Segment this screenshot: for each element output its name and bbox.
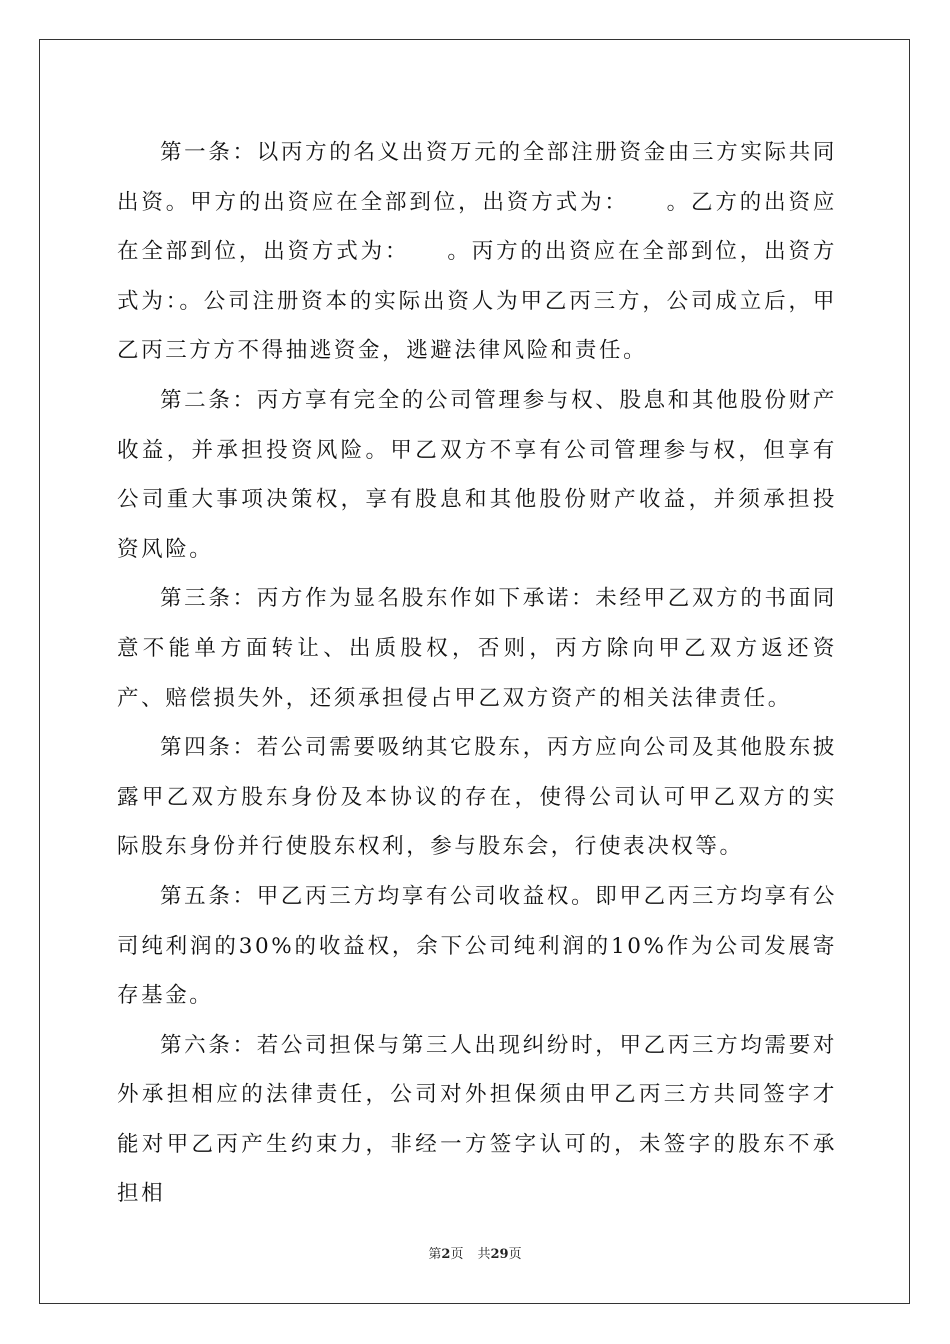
page-number-footer — [0, 1246, 950, 1264]
total-pages-number: 29 — [490, 1247, 509, 1262]
current-page-number: 2 — [441, 1247, 451, 1262]
page-suffix: 页 — [450, 1247, 464, 1262]
page-prefix: 第 — [428, 1247, 442, 1262]
document-body — [117, 128, 837, 1219]
total-prefix: 共 — [477, 1247, 491, 1262]
clause-3-paragraph: 第三条：丙方作为显名股东作如下承诺：未经甲乙双方的书面同意不能单方面转让、出质股权，否则，丙方除向甲乙双方返还资产、赔偿损失外，还须承担侵占甲乙双方资产的相关法律责任。 — [117, 586, 837, 711]
clause-2-paragraph: 第二条：丙方享有完全的公司管理参与权、股息和其他股份财产收益，并承担投资风险。甲乙双方不享有公司管理参与权，但享有公司重大事项决策权，享有股息和其他股份财产收益，并须承担投资风险。 — [117, 387, 837, 562]
clause-5-paragraph: 第五条：甲乙丙三方均享有公司收益权。即甲乙丙三方均享有公司纯利润的30%的收益权，余下公司纯利润的10%作为公司发展寄存基金。 — [117, 883, 837, 1009]
clause-6-paragraph: 第六条：若公司担保与第三人出现纠纷时，甲乙丙三方均需要对外承担相应的法律责任，公司对外担保须由甲乙丙三方共同签字才能对甲乙丙产生约束力，非经一方签字认可的，未签字的股东不承担相 — [117, 1032, 837, 1207]
clause-4-paragraph: 第四条：若公司需要吸纳其它股东，丙方应向公司及其他股东披露甲乙双方股东身份及本协议的存在，使得公司认可甲乙双方的实际股东身份并行使股东权利，参与股东会，行使表决权等。 — [117, 735, 837, 860]
clause-1-paragraph: 第一条：以丙方的名义出资万元的全部注册资金由三方实际共同出资。甲方的出资应在全部到位，出资方式为： 。乙方的出资应在全部到位，出资方式为： 。丙方的出资应在全部到位，出资方式为：。公司注册资本的实际出资人为甲乙丙三方，公司成立后，甲乙丙三方方不得抽逃资金，逃避法律风险和责任。 — [117, 140, 837, 364]
total-suffix: 页 — [508, 1247, 522, 1262]
